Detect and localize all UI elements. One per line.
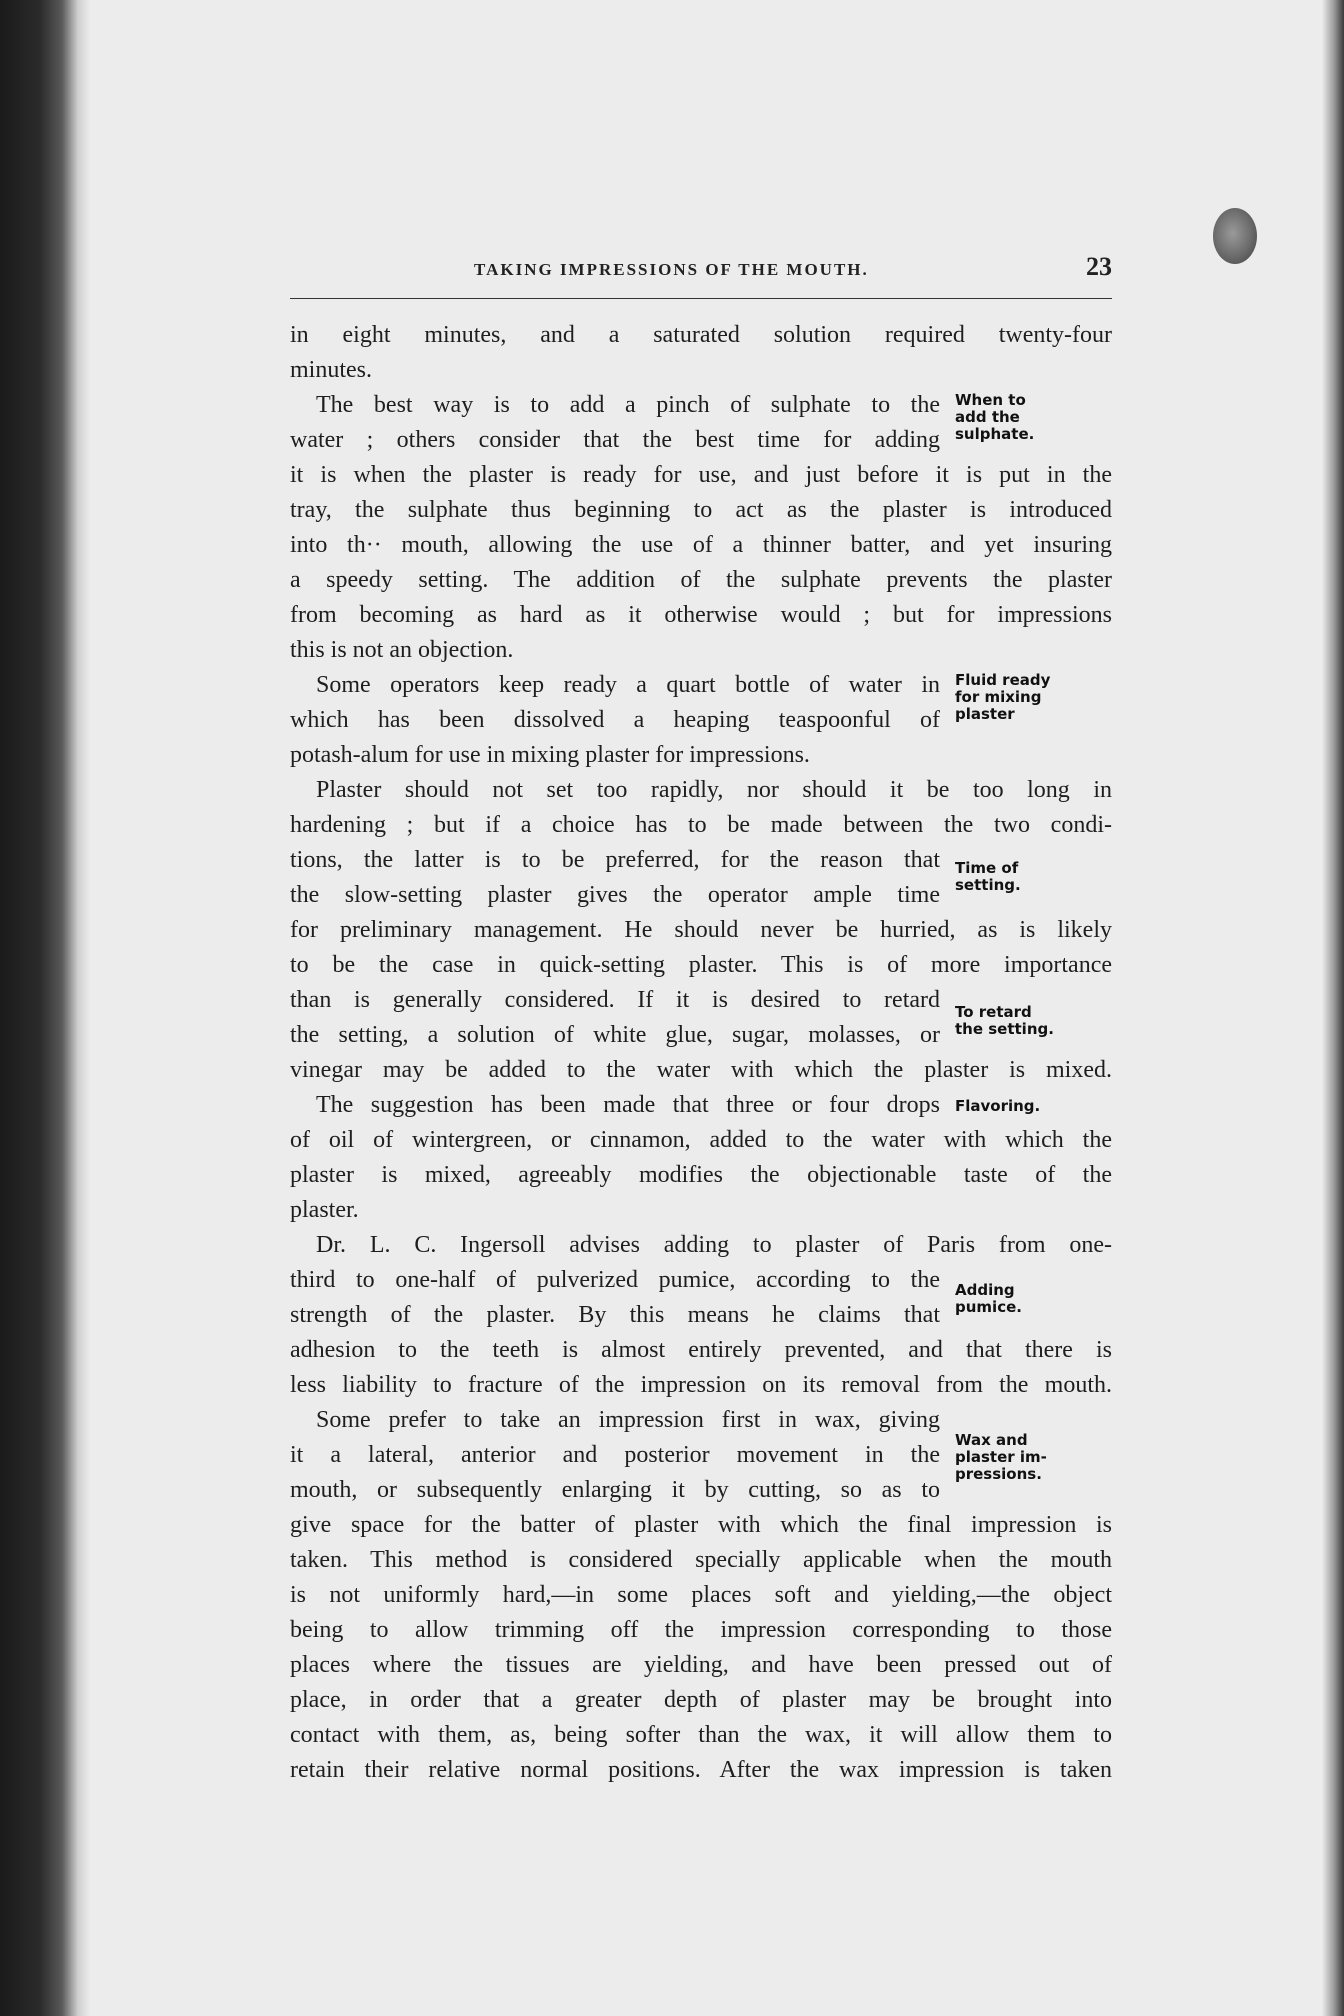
text-line: into th·· mouth, allowing the use of a thinner batter, and yet insuring	[290, 532, 1112, 558]
side-note-fluid-ready	[955, 672, 1115, 723]
side-note-line: add the	[955, 408, 1020, 426]
text-line: plaster is mixed, agreeably modifies the objectionable taste of the	[290, 1162, 1112, 1188]
side-note-line: Adding	[955, 1281, 1015, 1299]
text-line: the slow-setting plaster gives the operator ample time	[290, 882, 940, 908]
side-note-line: setting.	[955, 876, 1021, 894]
page-number: 23	[1086, 252, 1112, 281]
page-hole	[1213, 208, 1257, 264]
text-line: third to one-half of pulverized pumice, according to the	[290, 1267, 940, 1293]
side-note-line: When to	[955, 391, 1026, 409]
text-line: mouth, or subsequently enlarging it by cutting, so as to	[290, 1477, 940, 1503]
scan-binding-shadow	[0, 0, 90, 2016]
text-line: The best way is to add a pinch of sulphate to the	[316, 392, 940, 418]
text-line: The suggestion has been made that three or four drops	[316, 1092, 940, 1118]
text-line: the setting, a solution of white glue, sugar, molasses, or	[290, 1022, 940, 1048]
text-line: give space for the batter of plaster with which the final impression is	[290, 1512, 1112, 1538]
side-note-line: pumice.	[955, 1298, 1022, 1316]
text-line: vinegar may be added to the water with which the plaster is mixed.	[290, 1057, 1112, 1083]
text-line: places where the tissues are yielding, and have been pressed out of	[290, 1652, 1112, 1678]
text-line: this is not an objection.	[290, 637, 514, 663]
page-header	[290, 252, 1112, 299]
scan-edge-right	[1322, 0, 1344, 2016]
text-line: hardening ; but if a choice has to be made between the two condi-	[290, 812, 1112, 838]
text-line: plaster.	[290, 1197, 359, 1223]
text-line: minutes.	[290, 357, 372, 383]
side-note-line: pressions.	[955, 1465, 1042, 1483]
text-line: it is when the plaster is ready for use, and just before it is put in the	[290, 462, 1112, 488]
text-line: is not uniformly hard,—in some places soft and yielding,—the object	[290, 1582, 1112, 1608]
text-line: Some operators keep ready a quart bottle of water in	[316, 672, 940, 698]
text-line: tray, the sulphate thus beginning to act as the plaster is introduced	[290, 497, 1112, 523]
text-line: less liability to fracture of the impression on its removal from the mouth.	[290, 1372, 1112, 1398]
text-line: for preliminary management. He should never be hurried, as is likely	[290, 917, 1112, 943]
body-text	[290, 318, 1112, 1788]
text-line: which has been dissolved a heaping teaspoonful of	[290, 707, 940, 733]
text-line: being to allow trimming off the impression corresponding to those	[290, 1617, 1112, 1643]
side-note-line: for mixing	[955, 688, 1042, 706]
text-line: a speedy setting. The addition of the sulphate prevents the plaster	[290, 567, 1112, 593]
text-line: contact with them, as, being softer than the wax, it will allow them to	[290, 1722, 1112, 1748]
text-line: from becoming as hard as it otherwise would ; but for impressions	[290, 602, 1112, 628]
text-line: adhesion to the teeth is almost entirely prevented, and that there is	[290, 1337, 1112, 1363]
text-line: strength of the plaster. By this means he claims that	[290, 1302, 940, 1328]
text-line: in eight minutes, and a saturated solution required twenty-four	[290, 322, 1112, 348]
side-note-when-to-add	[955, 392, 1115, 443]
side-note-line: To retard	[955, 1003, 1032, 1021]
side-note-wax-and-plaster	[955, 1432, 1115, 1483]
side-note-to-retard	[955, 1004, 1115, 1038]
side-note-line: sulphate.	[955, 425, 1035, 443]
text-line: it a lateral, anterior and posterior movement in the	[290, 1442, 940, 1468]
side-note-line: plaster	[955, 705, 1015, 723]
text-line: water ; others consider that the best time for adding	[290, 427, 940, 453]
side-note-line: Wax and	[955, 1431, 1028, 1449]
text-line: place, in order that a greater depth of plaster may be brought into	[290, 1687, 1112, 1713]
side-note-time-of-setting	[955, 860, 1115, 894]
side-note-line: Fluid ready	[955, 671, 1051, 689]
side-note-line: plaster im-	[955, 1448, 1047, 1466]
running-head: TAKING IMPRESSIONS OF THE MOUTH.	[474, 260, 869, 279]
text-line: than is generally considered. If it is desired to retard	[290, 987, 940, 1013]
side-note-line: the setting.	[955, 1020, 1054, 1038]
text-line: of oil of wintergreen, or cinnamon, added to the water with which the	[290, 1127, 1112, 1153]
text-line: tions, the latter is to be preferred, for the reason that	[290, 847, 940, 873]
text-line: Plaster should not set too rapidly, nor should it be too long in	[316, 777, 1112, 803]
text-line: taken. This method is considered specially applicable when the mouth	[290, 1547, 1112, 1573]
text-line: potash-alum for use in mixing plaster for impressions.	[290, 742, 810, 768]
side-note-flavoring	[955, 1098, 1115, 1115]
text-line: retain their relative normal positions. After the wax impression is taken	[290, 1757, 1112, 1783]
text-line: Some prefer to take an impression first in wax, giving	[316, 1407, 940, 1433]
text-line: Dr. L. C. Ingersoll advises adding to plaster of Paris from one-	[316, 1232, 1112, 1258]
text-line: to be the case in quick-setting plaster. This is of more importance	[290, 952, 1112, 978]
side-note-line: Time of	[955, 859, 1019, 877]
side-note-adding-pumice	[955, 1282, 1115, 1316]
side-note-line: Flavoring.	[955, 1097, 1041, 1115]
